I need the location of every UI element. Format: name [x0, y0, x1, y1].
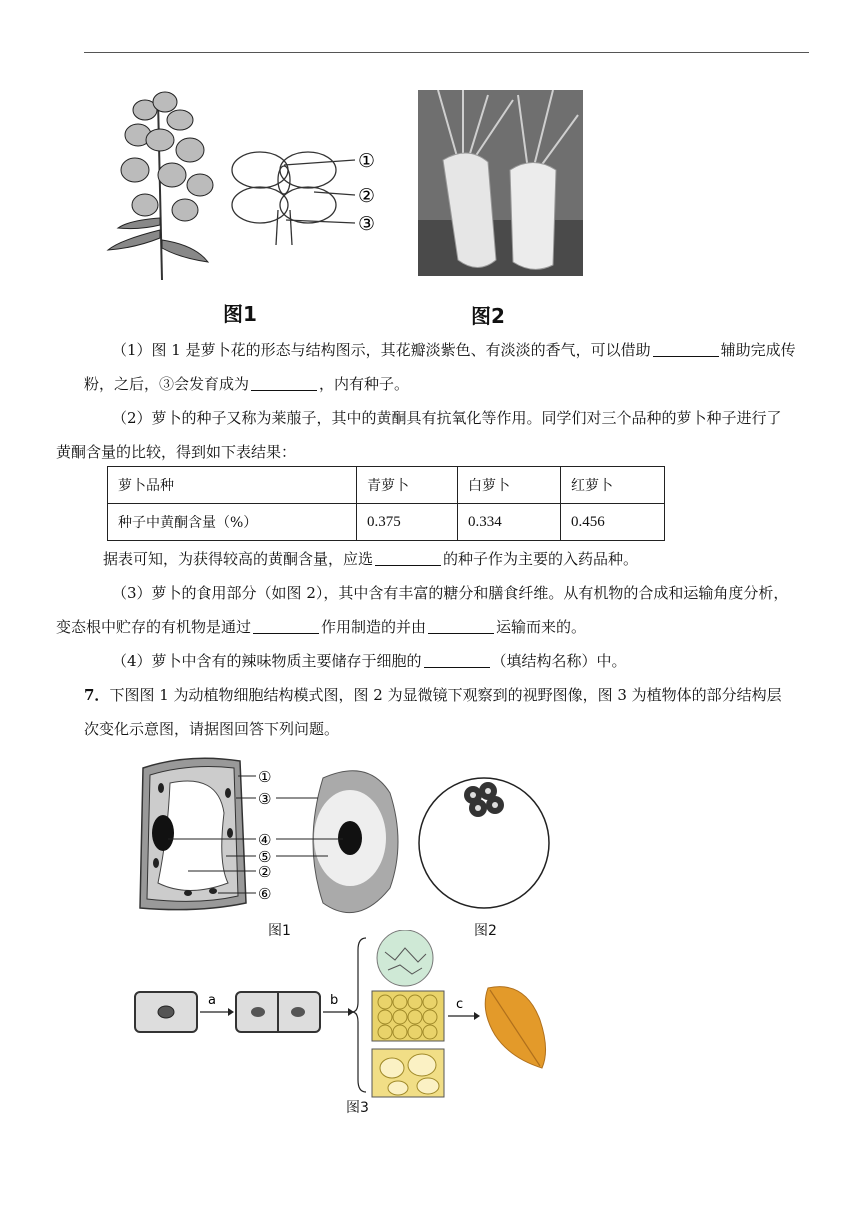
- q7-line-1: 下图图 1 为动植物细胞结构模式图，图 2 为显微镜下观察到的视野图像，图 3 为植物体的部分结构层: [109, 686, 782, 704]
- flower-figure: [100, 80, 390, 285]
- q2-after-text-2: 的种子作为主要的入药品种。: [443, 550, 639, 568]
- tissue-yellow-2: [372, 1049, 444, 1097]
- q1-text-4: ，内有种子。: [319, 375, 410, 393]
- table-header-cell: 萝卜品种: [108, 467, 357, 504]
- question-2: [56, 401, 808, 469]
- flower-structure-diagram: [232, 152, 355, 245]
- q1-text-3: 会发育成为: [174, 375, 250, 393]
- q3-text-3: 运输而来的。: [496, 618, 587, 636]
- q3-text-1: 变态根中贮存的有机物是通过: [56, 618, 252, 636]
- q1-text-1: （1）图 1 是萝卜花的形态与结构图示，其花瓣淡紫色、有淡淡的香气，可以借助: [112, 341, 651, 359]
- table-cell: 0.456: [561, 504, 665, 541]
- cell-label-3: ③: [258, 790, 272, 808]
- fig2-caption: 图2: [471, 304, 505, 328]
- cell-fig2-caption: 图2: [474, 923, 497, 939]
- table-row: [108, 467, 665, 504]
- table-cell: 0.375: [357, 504, 458, 541]
- tissue-yellow-1: [372, 991, 444, 1041]
- radish-photo: [418, 90, 583, 276]
- microscope-view: [419, 778, 549, 908]
- fig1-label-1: ①: [358, 150, 376, 172]
- hierarchy-figure: [130, 930, 550, 1100]
- tissue-green: [377, 930, 433, 986]
- q2-after-table: [103, 542, 827, 576]
- q2-blank[interactable]: [375, 548, 441, 566]
- table-header-cell: 红萝卜: [561, 467, 665, 504]
- arrow-c-label: c: [456, 997, 464, 1012]
- q3-blank-2[interactable]: [428, 616, 494, 634]
- q1-blank-2[interactable]: [251, 373, 317, 391]
- table-header-cell: 青萝卜: [357, 467, 458, 504]
- q7-line-2: 次变化示意图，请据图回答下列问题。: [84, 720, 340, 738]
- cell-label-1: ①: [258, 768, 272, 786]
- q3-text-2: 作用制造的并由: [321, 618, 427, 636]
- cell-label-6: ⑥: [258, 885, 272, 903]
- dividing-cells: [236, 992, 320, 1032]
- cell-fig1-caption: 图1: [268, 923, 291, 939]
- brace: [352, 938, 366, 1092]
- q4-blank[interactable]: [424, 650, 490, 668]
- table-row: [108, 504, 665, 541]
- q3-blank-1[interactable]: [253, 616, 319, 634]
- leaf-icon: [485, 987, 545, 1068]
- fig1-caption: 图1: [223, 302, 257, 326]
- q2-after-text-1: 据表可知，为获得较高的黄酮含量，应选: [103, 550, 374, 568]
- single-cell: [135, 992, 197, 1032]
- q4-text-1: （4）萝卜中含有的辣味物质主要储存于细胞的: [112, 652, 422, 670]
- q3-line-1: （3）萝卜的食用部分（如图 2），其中含有丰富的糖分和膳食纤维。从有机物的合成和运输角度分析，: [112, 584, 789, 602]
- question-4: [84, 644, 808, 678]
- table-cell: 种子中黄酮含量（%）: [108, 504, 357, 541]
- q1-blank-1[interactable]: [653, 339, 719, 357]
- question-3: [56, 576, 808, 644]
- question-1: [84, 333, 808, 401]
- arrow-b-label: b: [330, 993, 339, 1008]
- q2-line-2: 黄酮含量的比较，得到如下表结果：: [56, 443, 297, 461]
- plant-cell: [140, 758, 246, 909]
- flower-illustration: [108, 92, 213, 280]
- animal-cell: [313, 771, 398, 913]
- fig3-caption: 图3: [346, 1100, 369, 1116]
- question-7: [84, 678, 808, 746]
- fig1-label-3: ③: [358, 213, 376, 235]
- fig1-label-2: ②: [358, 185, 376, 207]
- q7-number: 7．: [84, 686, 110, 704]
- cell-label-4: ④: [258, 831, 272, 849]
- flavonoid-table: [107, 466, 665, 541]
- q4-text-2: （填结构名称）中。: [491, 652, 627, 670]
- q1-text-2: 辅助完成传粉，之后，: [84, 341, 796, 393]
- q1-circled-3: ③: [159, 375, 175, 393]
- cell-label-2: ②: [258, 863, 272, 881]
- header-rule: [84, 52, 809, 53]
- table-cell: 0.334: [458, 504, 561, 541]
- table-header-cell: 白萝卜: [458, 467, 561, 504]
- q2-line-1: （2）萝卜的种子又称为莱菔子，其中的黄酮具有抗氧化等作用。同学们对三个品种的萝卜种子进行了: [112, 409, 782, 427]
- cell-label-5: ⑤: [258, 848, 272, 866]
- arrow-a-label: a: [208, 993, 216, 1008]
- cell-figure: [128, 753, 558, 938]
